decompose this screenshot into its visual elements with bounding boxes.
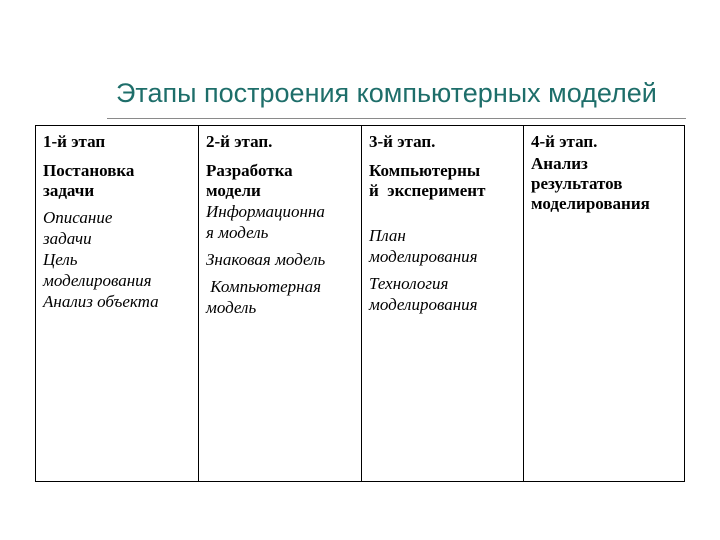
stage-item: Технология моделирования bbox=[369, 274, 478, 314]
stage-number: 2-й этап. bbox=[206, 132, 273, 151]
stage-item: План моделирования bbox=[369, 226, 478, 266]
stage-item: Информационна я модель bbox=[206, 202, 325, 242]
stage-number: 4-й этап. bbox=[531, 132, 598, 151]
stage-item: Знаковая модель bbox=[206, 250, 326, 269]
stage-name: Анализ результатов моделирования bbox=[531, 154, 650, 213]
stage-column-4 bbox=[524, 126, 684, 481]
stage-name: Разработка модели bbox=[206, 161, 293, 200]
stage-column-1 bbox=[36, 126, 199, 481]
stage-number: 3-й этап. bbox=[369, 132, 436, 151]
stage-column-2 bbox=[199, 126, 362, 481]
stage-item: Анализ объекта bbox=[43, 292, 159, 311]
slide-title: Этапы построения компьютерных моделей bbox=[116, 78, 657, 108]
stage-item: Цель моделирования bbox=[43, 250, 152, 290]
stage-item: Компьютерная модель bbox=[206, 277, 321, 317]
stage-column-3 bbox=[362, 126, 524, 481]
stage-name: Компьютерны й эксперимент bbox=[369, 161, 486, 200]
stage-item: Описание задачи bbox=[43, 208, 113, 248]
title-divider bbox=[107, 118, 686, 119]
stage-number: 1-й этап bbox=[43, 132, 106, 151]
stages-table bbox=[35, 125, 685, 482]
stage-name: Постановка задачи bbox=[43, 161, 135, 200]
